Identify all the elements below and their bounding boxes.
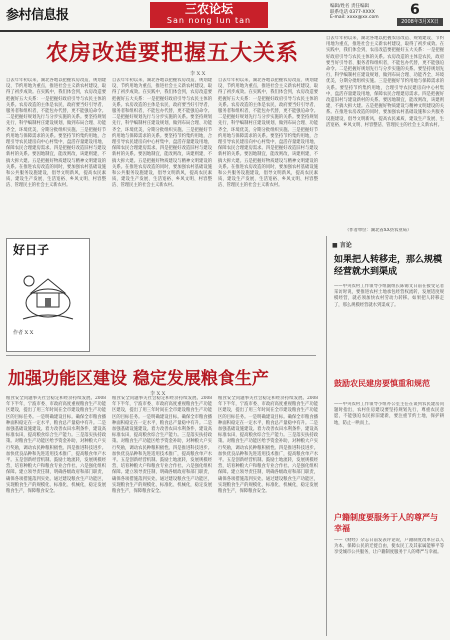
issue-date: 2008年3月XX日	[397, 18, 443, 26]
meta-line: 编辑/姓名 责任编辑	[330, 4, 369, 9]
page-number: 6	[410, 2, 420, 18]
cartoon-credit: 作者 X X	[13, 330, 34, 336]
opinion-2-title: 鼓励农民建房要慎重和规范	[334, 379, 430, 388]
top-story-col-2: 自去年年初以来，湖北各地以把握农房改造、规划建设、节约用地为重点，推进社会主义新农村建设，取得了初步成效。在实践中，我们体会到，农房改造要把握好五大关系：一是把握好政府引导与农民主体的关系。农房改造的主体是农民，政府要当好引导者、服务者和组织者，不能包办代替，更不能强迫命令。二是把握好规划先行与分步实施的关系。要坚持规划先行，科学编制村庄建设规划，做到布局合理、功能齐全、环境优美，分期分批组织实施。三是把握好节约用地与保障需求的关系。要坚持节约集约用地，合理引导农民建房向中心村集中，盘活存量建设用地，保障农民合理建房需求。四是把握好改造旧村与建设新村的关系。要因地制宜，能改则改，该建则建，不搞大拆大建。五是把握好物质建设与精神文明建设的关系。在推进农房改造的同时，要加强农村基础设施和公共服务设施建设，倡导文明新风，提高农民素质，建设生产发展、生活宽裕、乡风文明、村容整洁、管理民主的社会主义新农村。	[112, 78, 212, 189]
meta-line: E-mail: xxxx@xx.com	[330, 15, 379, 20]
newspaper-logo: 参村信息报	[6, 8, 69, 23]
cartoon	[6, 238, 90, 352]
bottom-story-col-2: 粮食安全问题事关社会稳定和经济持续发展。2008年下半年，宁波市委、市政府高度重视粮食生产功能区建设，提出了用三年时间在全市建设粮食生产功能区的目标任务。一是明确建设目标。确保全市粮食播种面积稳定在一定水平，粮食总产量稳中有升。二是加强基础设施建设。着力改善农田水利条件，建设高标准农田，提高粮食综合生产能力。三是落实扶持政策。对粮食生产功能区给予资金补助，对种粮大户实行奖励，调动农民种粮积极性。四是推进科技进步。加快优良品种和先进适用技术推广，提高粮食单产水平。五是创新经营机制。鼓励土地流转，发展规模经营，培育种粮大户和粮食专业合作社。六是强化组织保障。建立领导责任制，明确各级政府和部门职责，确保各项措施落到实处。通过建设粮食生产功能区，实现粮食生产的规模化、标准化、机械化，稳定发展粮食生产，保障粮食安全。	[112, 396, 212, 495]
top-story-headline: 农房改造要把握五大关系	[46, 41, 300, 66]
top-story-col-4: 自去年年初以来，湖北各地以把握农房改造、规划建设、节约用地为重点，推进社会主义新农村建设，取得了初步成效。在实践中，我们体会到，农房改造要把握好五大关系：一是把握好政府引导与农民主体的关系。农房改造的主体是农民，政府要当好引导者、服务者和组织者，不能包办代替，更不能强迫命令。二是把握好规划先行与分步实施的关系。要坚持规划先行，科学编制村庄建设规划，做到布局合理、功能齐全、环境优美，分期分批组织实施。三是把握好节约用地与保障需求的关系。要坚持节约集约用地，合理引导农民建房向中心村集中，盘活存量建设用地，保障农民合理建房需求。四是把握好改造旧村与建设新村的关系。要因地制宜，能改则改，该建则建，不搞大拆大建。五是把握好物质建设与精神文明建设的关系。在推进农房改造的同时，要加强农村基础设施和公共服务设施建设，倡导文明新风，提高农民素质，建设生产发展、生活宽裕、乡风文明、村容整洁、管理民主的社会主义新农村。	[326, 36, 444, 128]
opinion-3-body: ——《财经》杂志日前发表评论说，户籍制度改革应以人为本，保障公民的迁徙自由，使农民工及其家属能够平等享受城市公共服务，让户籍制度服务于人的尊严与幸福。	[334, 538, 444, 556]
author-note: （作者单位：湖北省XX县农业局）	[345, 228, 412, 233]
masthead-rule	[0, 30, 450, 32]
top-story-col-1: 自去年年初以来，湖北各地以把握农房改造、规划建设、节约用地为重点，推进社会主义新农村建设，取得了初步成效。在实践中，我们体会到，农房改造要把握好五大关系：一是把握好政府引导与农民主体的关系。农房改造的主体是农民，政府要当好引导者、服务者和组织者，不能包办代替，更不能强迫命令。二是把握好规划先行与分步实施的关系。要坚持规划先行，科学编制村庄建设规划，做到布局合理、功能齐全、环境优美，分期分批组织实施。三是把握好节约用地与保障需求的关系。要坚持节约集约用地，合理引导农民建房向中心村集中，盘活存量建设用地，保障农民合理建房需求。四是把握好改造旧村与建设新村的关系。要因地制宜，能改则改，该建则建，不搞大拆大建。五是把握好物质建设与精神文明建设的关系。在推进农房改造的同时，要加强农村基础设施和公共服务设施建设，倡导文明新风，提高农民素质，建设生产发展、生活宽裕、乡风文明、村容整洁、管理民主的社会主义新农村。	[6, 78, 106, 189]
section-divider	[6, 355, 316, 356]
opinion-2-body: ——中央农村工作领导小组办公室主任在谈到农民建房问题时指出，农村住房建设要坚持规划先行，尊重农民意愿，不能强迫农民拆旧建新，要注重节约土地，保护耕地，防止一哄而上。	[334, 402, 444, 426]
bottom-story-col-3: 粮食安全问题事关社会稳定和经济持续发展。2008年下半年，宁波市委、市政府高度重视粮食生产功能区建设，提出了用三年时间在全市建设粮食生产功能区的目标任务。一是明确建设目标。确保全市粮食播种面积稳定在一定水平，粮食总产量稳中有升。二是加强基础设施建设。着力改善农田水利条件，建设高标准农田，提高粮食综合生产能力。三是落实扶持政策。对粮食生产功能区给予资金补助，对种粮大户实行奖励，调动农民种粮积极性。四是推进科技进步。加快优良品种和先进适用技术推广，提高粮食单产水平。五是创新经营机制。鼓励土地流转，发展规模经营，培育种粮大户和粮食专业合作社。六是强化组织保障。建立领导责任制，明确各级政府和部门职责，确保各项措施落到实处。通过建设粮食生产功能区，实现粮食生产的规模化、标准化、机械化，稳定发展粮食生产，保障粮食安全。	[218, 396, 318, 495]
sidebar-label: ■ 言论	[332, 240, 352, 249]
bottom-story-headline: 加强功能区建设 稳定发展粮食生产	[8, 369, 269, 389]
opinion-3-title: 户籍制度要服务于人的尊严与幸福	[334, 513, 438, 533]
bottom-story-byline: 李 X X	[150, 391, 166, 397]
opinion-1-body: ——中央农村工作领导小组副组长陈锡文日前在接受记者采访时说，要推进农村土地承包经营权流转，发展适度规模经营，就必须加快农村劳动力转移。如果把人转移走了，那么规模经营就水到渠成了。	[334, 284, 444, 308]
section-header	[150, 2, 268, 28]
section-title: 三农论坛	[184, 2, 233, 16]
top-story-col-3: 自去年年初以来，湖北各地以把握农房改造、规划建设、节约用地为重点，推进社会主义新农村建设，取得了初步成效。在实践中，我们体会到，农房改造要把握好五大关系：一是把握好政府引导与农民主体的关系。农房改造的主体是农民，政府要当好引导者、服务者和组织者，不能包办代替，更不能强迫命令。二是把握好规划先行与分步实施的关系。要坚持规划先行，科学编制村庄建设规划，做到布局合理、功能齐全、环境优美，分期分批组织实施。三是把握好节约用地与保障需求的关系。要坚持节约集约用地，合理引导农民建房向中心村集中，盘活存量建设用地，保障农民合理建房需求。四是把握好改造旧村与建设新村的关系。要因地制宜，能改则改，该建则建，不搞大拆大建。五是把握好物质建设与精神文明建设的关系。在推进农房改造的同时，要加强农村基础设施和公共服务设施建设，倡导文明新风，提高农民素质，建设生产发展、生活宽裕、乡风文明、村容整洁、管理民主的社会主义新农村。	[218, 78, 318, 189]
meta-line: 联系电话 0377-XXXX	[330, 9, 375, 15]
opinion-1-title: 如果把人转移走，那么规模经营就水到渠成	[334, 255, 443, 277]
cartoon-title: 好日子	[13, 243, 50, 257]
section-pinyin: San nong lun tan	[166, 16, 252, 25]
sidebar-rule	[326, 236, 327, 636]
top-story-byline: 李 X X	[190, 71, 206, 77]
bottom-story-col-1: 粮食安全问题事关社会稳定和经济持续发展。2008年下半年，宁波市委、市政府高度重视粮食生产功能区建设，提出了用三年时间在全市建设粮食生产功能区的目标任务。一是明确建设目标。确保全市粮食播种面积稳定在一定水平，粮食总产量稳中有升。二是加强基础设施建设。着力改善农田水利条件，建设高标准农田，提高粮食综合生产能力。三是落实扶持政策。对粮食生产功能区给予资金补助，对种粮大户实行奖励，调动农民种粮积极性。四是推进科技进步。加快优良品种和先进适用技术推广，提高粮食单产水平。五是创新经营机制。鼓励土地流转，发展规模经营，培育种粮大户和粮食专业合作社。六是强化组织保障。建立领导责任制，明确各级政府和部门职责，确保各项措施落到实处。通过建设粮食生产功能区，实现粮食生产的规模化、标准化、机械化，稳定发展粮食生产，保障粮食安全。	[6, 396, 106, 495]
cartoon-illustration	[17, 261, 79, 325]
masthead	[0, 0, 450, 28]
